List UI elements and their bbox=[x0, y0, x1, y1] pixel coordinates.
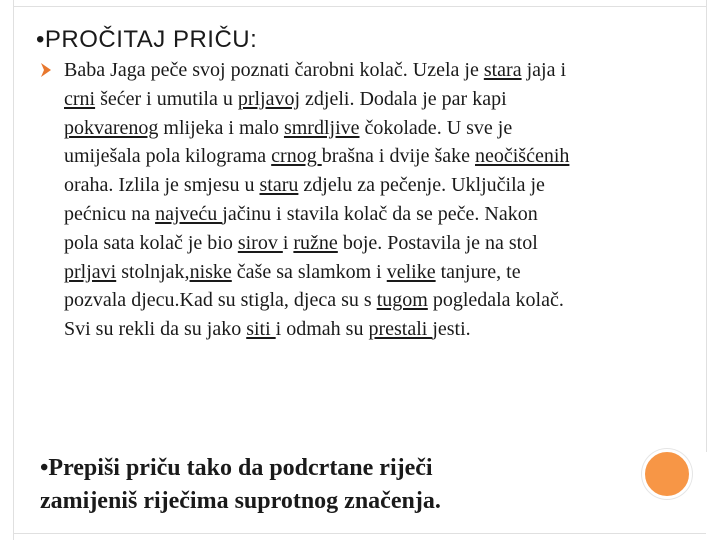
story-text: zdjeli. Dodala je par kapi bbox=[300, 87, 507, 110]
underlined-word: prestali bbox=[368, 318, 433, 341]
story-text: jesti. bbox=[432, 318, 471, 341]
story-text: boje. Postavila je na stol bbox=[337, 231, 538, 254]
underlined-word: crni bbox=[64, 87, 96, 110]
story-text: pozvala djecu.Kad su stigla, djeca su s bbox=[64, 289, 377, 312]
story-text: pola sata kolač je bio bbox=[64, 231, 238, 254]
underlined-word: niske bbox=[189, 260, 232, 283]
underlined-word: crnog bbox=[271, 145, 322, 168]
story-text: zdjelu za pečenje. Uključila je bbox=[298, 174, 545, 197]
frame-left-line bbox=[13, 0, 14, 540]
frame-top-line bbox=[13, 6, 706, 7]
underlined-word: prljavoj bbox=[237, 87, 301, 110]
task-instruction bbox=[40, 452, 640, 518]
story-text: i bbox=[282, 231, 294, 254]
underlined-word: stara bbox=[483, 59, 522, 81]
story-text: Svi su rekli da su jako bbox=[64, 318, 247, 341]
story-text: stolnjak, bbox=[116, 260, 190, 283]
story-text: i odmah su bbox=[275, 318, 369, 341]
underlined-word: velike bbox=[386, 260, 436, 283]
story-text: brašna i dvije šake bbox=[321, 145, 475, 168]
task-line: zamijeniš riječima suprotnog značenja. bbox=[40, 488, 441, 514]
story-line bbox=[64, 85, 684, 114]
story-text: šećer i umutila u bbox=[95, 87, 238, 110]
slide-heading: •PROČITAJ PRIČU: bbox=[36, 26, 258, 53]
story-text: oraha. Izlila je smjesu u bbox=[64, 174, 260, 197]
underlined-word: pokvarenog bbox=[64, 116, 159, 139]
underlined-word: staru bbox=[259, 174, 299, 197]
underlined-word: siti bbox=[246, 318, 276, 341]
orange-circle-decoration bbox=[642, 449, 692, 499]
story-text: jaja i bbox=[521, 59, 567, 81]
story-line bbox=[64, 171, 684, 200]
story-line bbox=[64, 315, 684, 344]
story-text: mlijeka i malo bbox=[158, 116, 284, 139]
underlined-word: sirov bbox=[237, 231, 283, 254]
frame-right-line bbox=[706, 0, 707, 452]
story-line bbox=[64, 114, 684, 143]
story-text: Baba Jaga peče svoj poznati čarobni kolač. Uzela je bbox=[64, 59, 484, 81]
underlined-word: najveću bbox=[155, 202, 223, 225]
arrow-bullet-icon bbox=[40, 62, 52, 78]
underlined-word: smrdljive bbox=[283, 116, 360, 139]
underlined-word: prljavi bbox=[64, 260, 117, 283]
story-line bbox=[64, 286, 684, 315]
story-text: jačinu i stavila kolač da se peče. Nakon bbox=[222, 202, 538, 225]
task-line: •Prepiši priču tako da podcrtane riječi bbox=[40, 455, 433, 481]
story-line bbox=[64, 56, 684, 85]
story-text: čokolade. U sve je bbox=[359, 116, 513, 139]
story-line bbox=[64, 229, 684, 258]
underlined-word: tugom bbox=[376, 289, 428, 312]
story-text: tanjure, te bbox=[435, 260, 521, 283]
story-paragraph bbox=[64, 56, 684, 344]
underlined-word: ružne bbox=[293, 231, 338, 254]
underlined-word: neočišćenih bbox=[475, 145, 570, 168]
story-text: umiješala pola kilograma bbox=[64, 145, 272, 168]
story-line bbox=[64, 142, 684, 171]
story-line bbox=[64, 200, 684, 229]
story-text: čaše sa slamkom i bbox=[231, 260, 387, 283]
story-text: pećnicu na bbox=[64, 202, 156, 225]
frame-bottom-line bbox=[13, 533, 706, 534]
story-line bbox=[64, 258, 684, 287]
story-text: pogledala kolač. bbox=[427, 289, 564, 312]
